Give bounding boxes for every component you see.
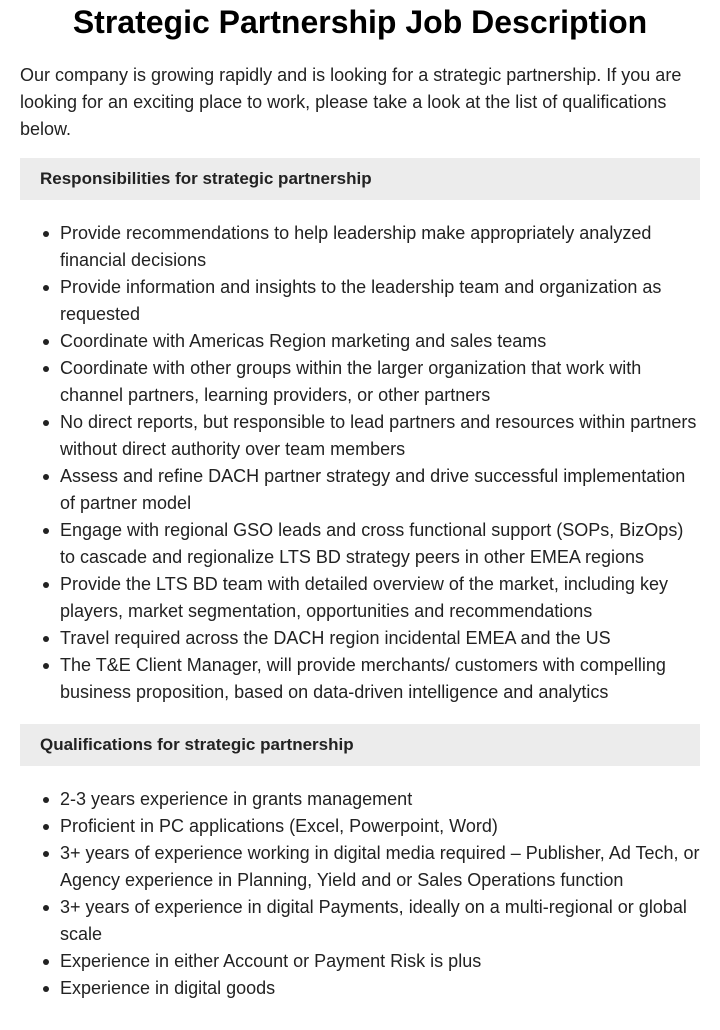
list-item: The T&E Client Manager, will provide merchants/ customers with compelling business proposition, based on data-driven intelligence and analytics [60, 652, 700, 706]
list-item: Experience in digital goods [60, 975, 700, 1002]
qualifications-list [20, 786, 700, 1002]
list-item: Assess and refine DACH partner strategy and drive successful implementation of partner model [60, 463, 700, 517]
list-item: Proficient in PC applications (Excel, Powerpoint, Word) [60, 813, 700, 840]
list-item: Travel required across the DACH region incidental EMEA and the US [60, 625, 700, 652]
responsibilities-list [20, 220, 700, 706]
list-item: 3+ years of experience working in digital media required – Publisher, Ad Tech, or Agency experience in Planning, Yield and or Sales Operations function [60, 840, 700, 894]
list-item: Provide the LTS BD team with detailed overview of the market, including key players, market segmentation, opportunities and recommendations [60, 571, 700, 625]
list-item: Provide information and insights to the leadership team and organization as requested [60, 274, 700, 328]
list-item: 3+ years of experience in digital Payments, ideally on a multi-regional or global scale [60, 894, 700, 948]
list-item: 2-3 years experience in grants management [60, 786, 700, 813]
list-item: Coordinate with other groups within the larger organization that work with channel partners, learning providers, or other partners [60, 355, 700, 409]
intro-paragraph: Our company is growing rapidly and is looking for a strategic partnership. If you are looking for an exciting place to work, please take a look at the list of qualifications below. [20, 65, 682, 139]
list-item: Provide recommendations to help leadership make appropriately analyzed financial decisions [60, 220, 700, 274]
list-item: Coordinate with Americas Region marketing and sales teams [60, 328, 700, 355]
page-title: Strategic Partnership Job Description [72, 4, 648, 40]
list-item: No direct reports, but responsible to lead partners and resources within partners without direct authority over team members [60, 409, 700, 463]
list-item: Experience in either Account or Payment Risk is plus [60, 948, 700, 975]
qualifications-heading: Qualifications for strategic partnership [20, 724, 700, 766]
list-item: Engage with regional GSO leads and cross functional support (SOPs, BizOps) to cascade and regionalize LTS BD strategy peers in other EMEA regions [60, 517, 700, 571]
responsibilities-heading: Responsibilities for strategic partnership [20, 158, 700, 200]
